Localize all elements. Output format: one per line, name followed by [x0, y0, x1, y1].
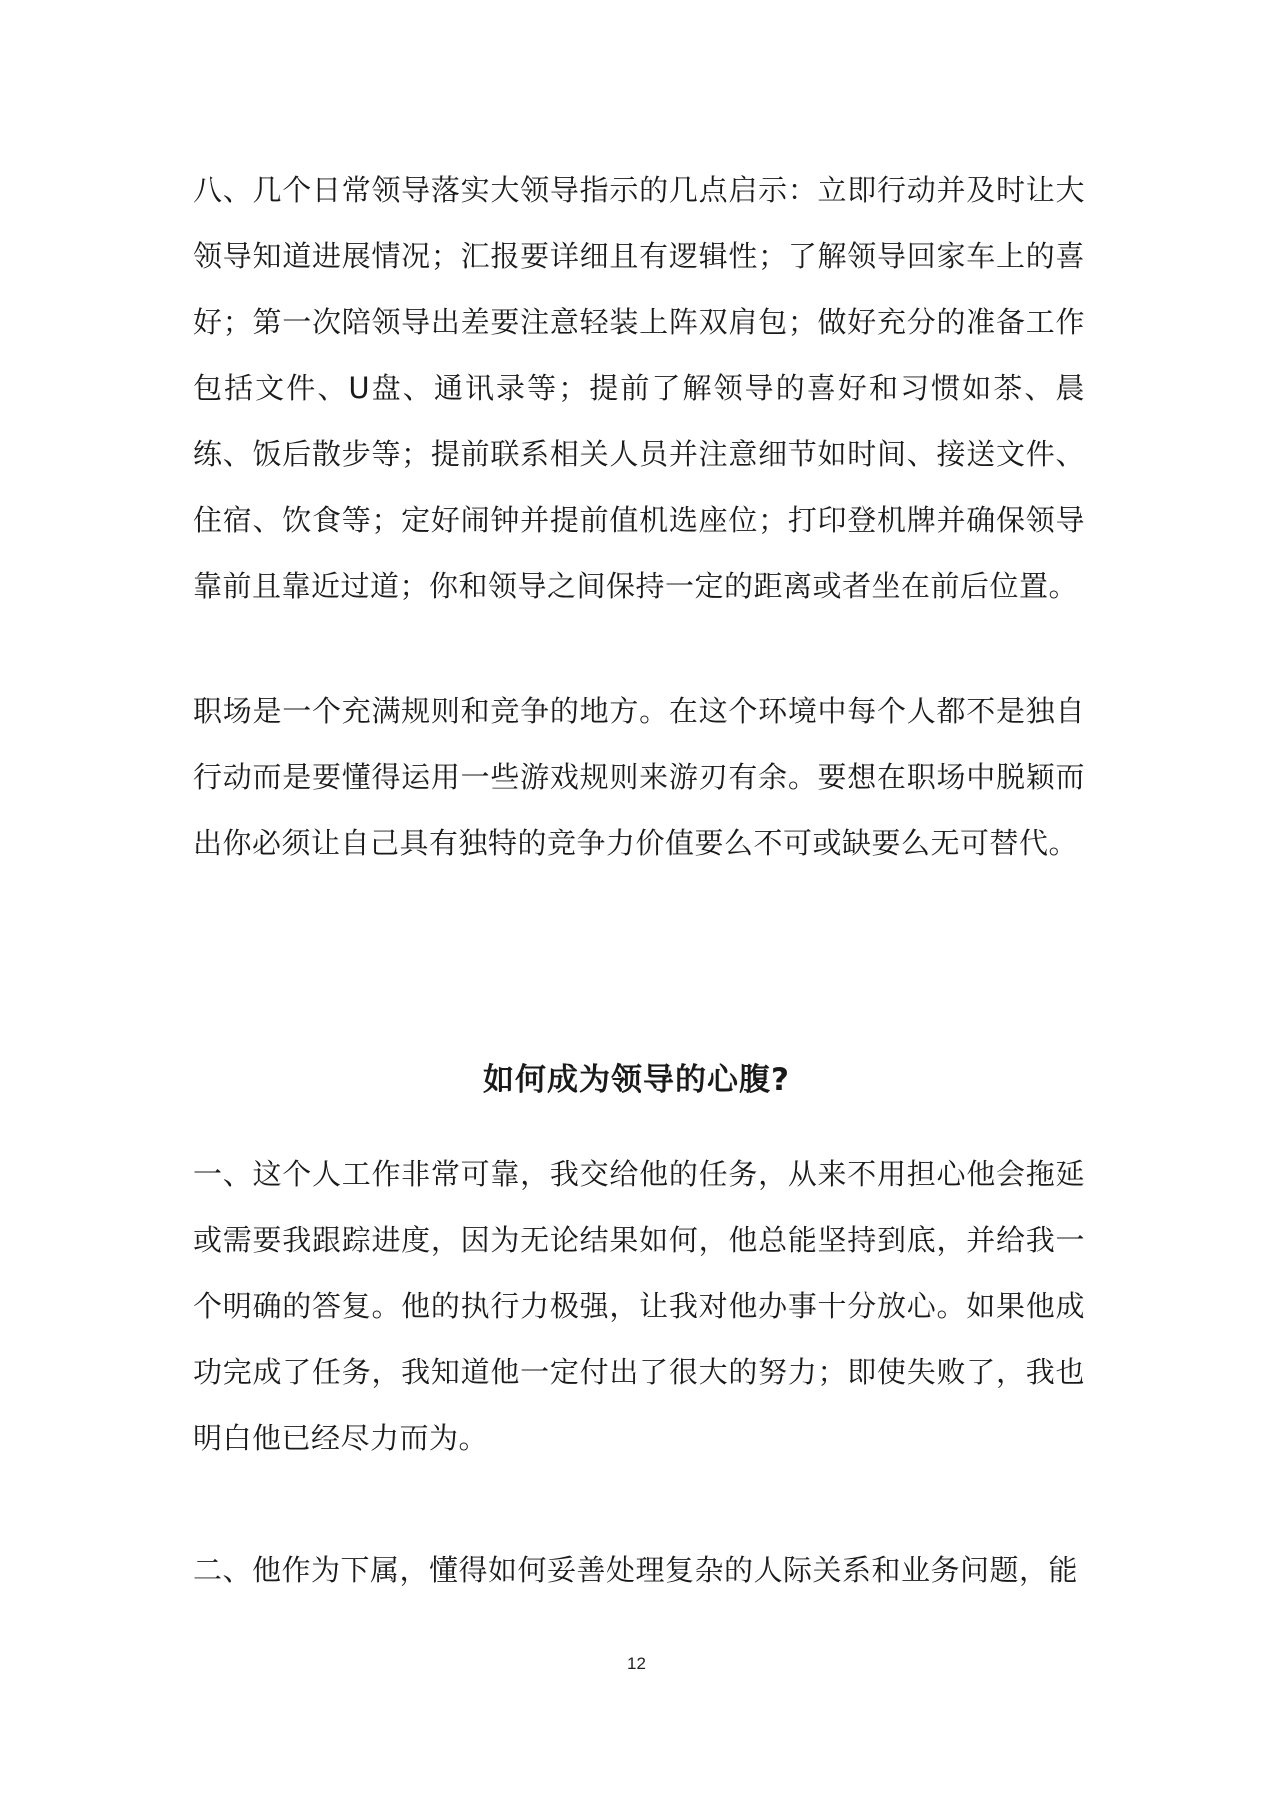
section-heading: 如何成为领导的心腹? [483, 1062, 790, 1098]
paragraph-point-two: 二、他作为下属，懂得如何妥善处理复杂的人际关系和业务问题，能 [193, 1553, 1079, 1587]
paragraph-point-one: 一、这个人工作非常可靠，我交给他的任务，从来不用担心他会拖延或需要我跟踪进度，因为无论结果如何，他总能坚持到底，并给我一个明确的答复。他的执行力极强，让我对他办事十分放心。如果他成功完成了任务，我知道他一定付出了很大的努力；即使失败了，我也明白他已经尽力而为。 [193, 1157, 1085, 1455]
page-number: 12 [627, 1654, 646, 1673]
paragraph-workplace-rules: 职场是一个充满规则和竞争的地方。在这个环境中每个人都不是独自行动而是要懂得运用一些游戏规则来游刃有余。要想在职场中脱颖而出你必须让自己具有独特的竞争力价值要么不可或缺要么无可替代。 [193, 694, 1085, 860]
paragraph-leadership-tips: 八、几个日常领导落实大领导指示的几点启示：立即行动并及时让大领导知道进展情况；汇报要详细且有逻辑性；了解领导回家车上的喜好；第一次陪领导出差要注意轻装上阵双肩包；做好充分的准备工作包括文件、U盘、通讯录等；提前了解领导的喜好和习惯如茶、晨练、饭后散步等；提前联系相关人员并注意细节如时间、接送文件、住宿、饮食等；定好闹钟并提前值机选座位；打印登机牌并确保领导靠前且靠近过道；你和领导之间保持一定的距离或者坐在前后位置。 [193, 173, 1085, 603]
